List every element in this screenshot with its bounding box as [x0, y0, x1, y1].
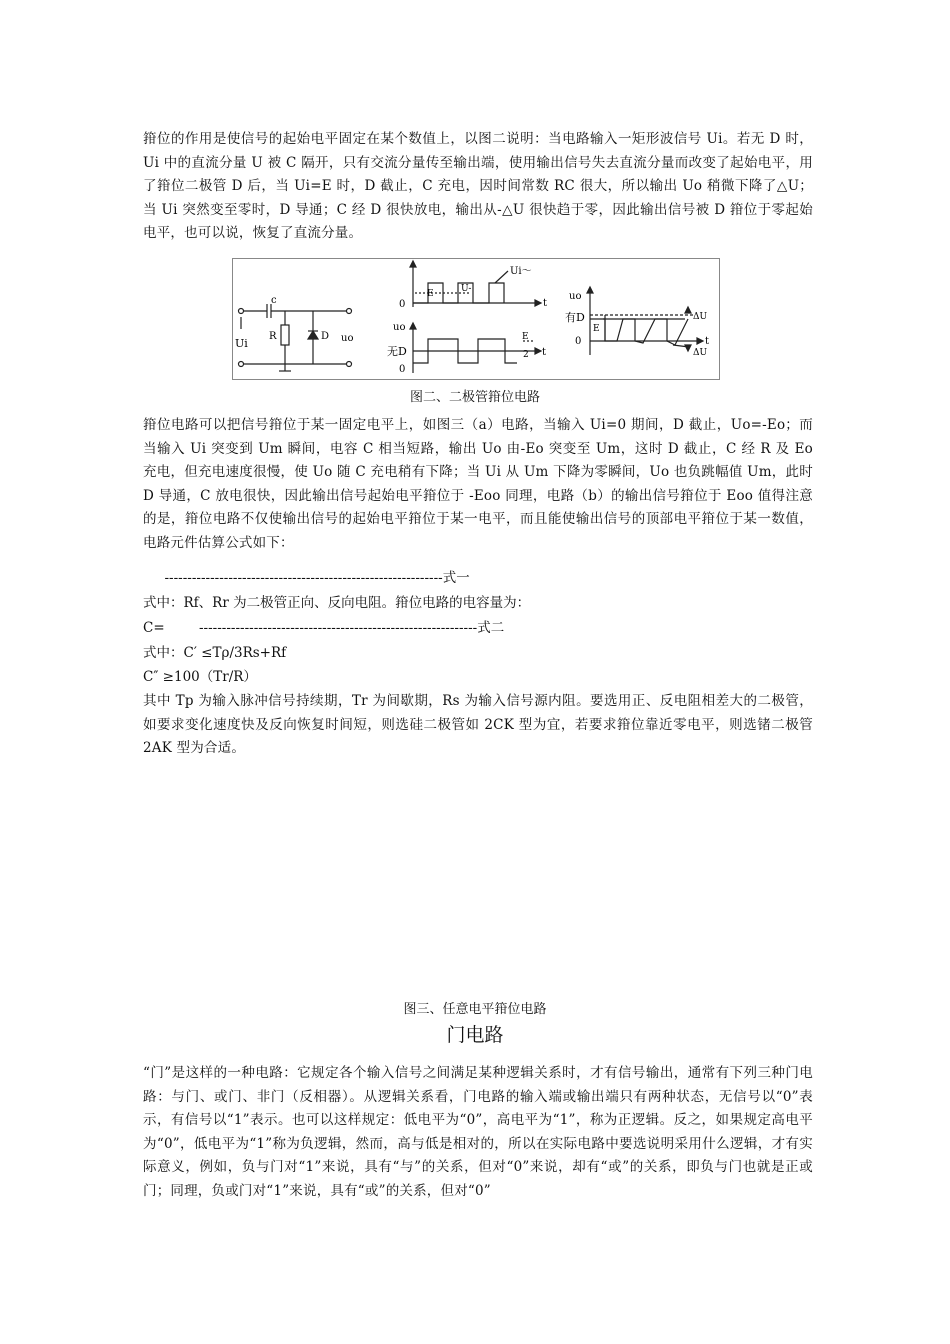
circuit-label-c: c	[271, 295, 277, 306]
formula-where-c-prime: 式中：C′ ≤Tρ/3Rs+Rf	[143, 645, 287, 661]
circuit-label-d: D	[321, 331, 330, 342]
circuit-schematic	[239, 304, 352, 371]
circuit-label-ui: Ui	[235, 337, 248, 350]
input-label-e: E	[427, 289, 434, 299]
paragraph-gate-circuit: “门”是这样的一种电路：它规定各个输入信号之间满足某种逻辑关系时，才有信号输出，通常有下列三种门电路：与门、或门、非门（反相器）。从逻辑关系看，门电路的输入端或输出端只有两种状态，无信号以“0”表示，有信号以“1”表示。也可以这样规定：低电平为“0”，高电平为“1”，称为正逻辑。反之，如果规定高电平为“0”，低电平为“1”称为负逻辑，然而，高与低是相对的，所以在实际电路中要选说明采用什么逻辑，才有实际意义，例如，负与门对“1”来说，具有“与”的关系，但对“0”来说，却有“或”的关系，即负与门也就是正或门；同理，负或门对“1”来说，具有“或”的关系，但对“0”	[143, 1065, 813, 1199]
clamped-label-e: E	[593, 324, 600, 334]
formula2-line: C= -------------------------------------------------------------式二	[143, 620, 505, 636]
paragraph-clamp-level: 箝位电路可以把信号箝位于某一固定电平上，如图三（a）电路，当输入 Ui=0 期间，D 截止，Uo=-Eo；而当输入 Ui 突变到 Um 瞬间，电容 C 相当短路，输出 Uo 由-Eo 突变至 Um，这时 D 截止，C 经 R 及 Eo 充电，但充电速度很慢，使 Uo 随 C 充电稍有下降；当 Ui 从 Um 下降为零瞬间，Uo 也负跳幅值 Um，此时 D 导通，C 放电很快，因此输出信号起始电平箝位于 -Eoo 同理，电路（b）的输出信号箝位于 Eoo 值得注意的是，箝位电路不仅使输出信号的起始电平箝位于某一电平，而且能使输出信号的顶部电平箝位于某一数值，电路元件估算公式如下：	[143, 417, 813, 551]
output-label-e: E	[522, 332, 529, 342]
output-label-t: t	[542, 347, 547, 358]
figure2-svg	[233, 259, 719, 379]
figure3-caption: 图三、任意电平箝位电路	[403, 1002, 547, 1017]
clamped-label-delta-u-1: ΔU	[693, 312, 708, 322]
input-label-ui: Ui～	[510, 266, 532, 277]
clamped-label-has-d: 有D	[565, 311, 585, 324]
formula-c-double-prime: C″ ≥100（Tr/R）	[143, 669, 257, 685]
circuit-label-r: R	[269, 331, 277, 342]
output-label-e-half: 2	[523, 350, 529, 360]
paragraph-clamp-intro: 箝位的作用是使信号的起始电平固定在某个数值上，以图二说明：当电路输入一矩形波信号 Ui。若无 D 时，Ui 中的直流分量 U 被 C 隔开，只有交流分量传至输出端，使用输出信号失去直流分量而改变了起始电平，用了箝位二极管 D 后，当 Ui=E 时，D 截止，C 充电，因时间常数 RC 很大，所以输出 Uo 稍微下降了△U；当 Ui 突然变至零时，D 导通；C 经 D 很快放电，输出从-△U 很快趋于零，因此输出信号被 D 箝位于零起始电平，也可以说，恢复了直流分量。	[143, 131, 813, 241]
clamped-label-zero: 0	[575, 336, 582, 347]
section-title-gate-circuit: 门电路	[446, 1024, 504, 1046]
clamped-waveform	[587, 287, 703, 355]
input-label-zero: 0	[399, 299, 406, 310]
formula-where-rf-rr: 式中：Rf、Rr 为二极管正向、反向电阻。箝位电路的电容量为：	[143, 595, 531, 611]
clamped-label-uo: uo	[569, 291, 582, 302]
output-label-no-d: 无D	[387, 345, 407, 358]
clamped-label-delta-u-2: ΔU	[693, 348, 708, 358]
clamped-label-t: t	[705, 336, 710, 347]
input-label-u-minus: U-	[461, 284, 472, 294]
paragraph-diode-selection: 其中 Tp 为输入脉冲信号持续期，Tr 为间歇期，Rs 为输入信号源内阻。要选用正、反电阻相差大的二极管，如要求变化速度快及反向恢复时间短，则选硅二极管如 2CK 型为宜，若要求箝位靠近零电平，则选锗二极管 2AK 型为合适。	[143, 693, 813, 756]
input-label-t: t	[543, 298, 548, 309]
output-label-zero: 0	[399, 364, 406, 375]
circuit-label-uo: uo	[341, 333, 354, 344]
output-label-uo: uo	[393, 322, 406, 333]
output-waveform-no-d	[410, 323, 541, 373]
figure2-diagram	[232, 258, 720, 380]
formula1-line: -------------------------------------------------------------式一	[143, 570, 470, 586]
figure2-caption: 图二、二极管箝位电路	[409, 390, 540, 405]
